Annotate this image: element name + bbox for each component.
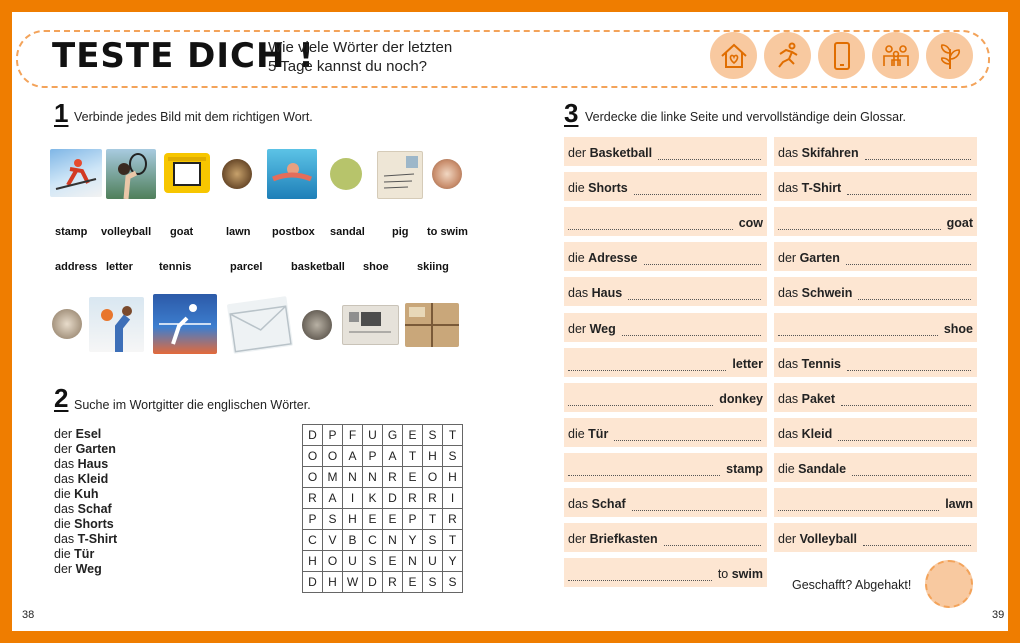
grid-cell[interactable]: R xyxy=(383,467,403,488)
glossary-entry[interactable] xyxy=(564,348,767,377)
vocab-item: der Garten xyxy=(54,442,116,456)
glossary-text: das Paket xyxy=(778,391,835,406)
grid-cell[interactable]: I xyxy=(343,488,363,509)
glossary-text: lawn xyxy=(945,497,973,511)
grid-row xyxy=(303,425,463,446)
parcel-picture xyxy=(405,303,459,347)
grid-row xyxy=(303,488,463,509)
glossary-entry[interactable] xyxy=(774,242,977,271)
glossary-text: letter xyxy=(732,356,763,371)
sandal-picture xyxy=(222,159,252,189)
vocab-item: das Schaf xyxy=(54,502,112,516)
grid-cell[interactable]: E xyxy=(383,551,403,572)
answer-line[interactable] xyxy=(568,229,733,230)
postbox-picture xyxy=(164,153,210,193)
glossary-entry[interactable] xyxy=(564,488,767,517)
vocab-item: die Kuh xyxy=(54,487,99,501)
word-label: parcel xyxy=(230,261,263,273)
grid-cell[interactable]: H xyxy=(443,467,463,488)
grid-row xyxy=(303,446,463,467)
glossary-text: die Shorts xyxy=(568,181,628,196)
section-1-instruction: Verbinde jedes Bild mit dem richtigen Wort. xyxy=(74,110,313,124)
grid-cell[interactable]: D xyxy=(303,572,323,593)
grid-cell[interactable]: Y xyxy=(403,530,423,551)
grid-cell[interactable]: H xyxy=(343,509,363,530)
grid-cell[interactable]: B xyxy=(343,530,363,551)
vocab-item: der Esel xyxy=(54,427,102,441)
word-label: stamp xyxy=(55,226,88,238)
skiing-picture xyxy=(50,149,102,197)
family-icon xyxy=(872,32,919,79)
volleyball-picture xyxy=(153,294,217,354)
glossary-entry[interactable] xyxy=(774,418,977,447)
pig-picture xyxy=(432,159,462,189)
word-label: shoe xyxy=(363,261,389,273)
done-checkbox[interactable] xyxy=(925,560,973,608)
grid-cell[interactable]: P xyxy=(363,446,383,467)
section-2-instruction: Suche im Wortgitter die englischen Wörter. xyxy=(74,398,311,412)
grid-cell[interactable]: E xyxy=(403,572,423,593)
grid-cell[interactable]: N xyxy=(403,551,423,572)
answer-line[interactable] xyxy=(865,159,971,160)
workbook-page xyxy=(12,12,1008,631)
word-label: sandal xyxy=(330,226,365,238)
grid-cell[interactable]: C xyxy=(303,530,323,551)
word-label: tennis xyxy=(159,261,192,273)
vocab-item: der Weg xyxy=(54,562,102,576)
section-2-number: 2 xyxy=(54,383,69,413)
answer-line[interactable] xyxy=(838,440,971,441)
grid-cell[interactable]: T xyxy=(443,425,463,446)
header-icons xyxy=(710,32,973,79)
grid-cell[interactable]: R xyxy=(443,509,463,530)
grid-cell[interactable]: H xyxy=(323,572,343,593)
grid-cell[interactable]: A xyxy=(343,446,363,467)
answer-line[interactable] xyxy=(778,335,938,336)
grid-cell[interactable]: S xyxy=(443,572,463,593)
grid-cell[interactable]: R xyxy=(303,488,323,509)
grid-cell[interactable]: I xyxy=(443,488,463,509)
grid-cell[interactable]: S xyxy=(323,509,343,530)
word-label: volleyball xyxy=(101,226,152,238)
stamp-picture xyxy=(342,305,399,345)
glossary-text: die Adresse xyxy=(568,251,638,266)
smartphone-icon xyxy=(818,32,865,79)
word-label: lawn xyxy=(226,226,251,238)
grid-cell[interactable]: P xyxy=(303,509,323,530)
vocab-item: das Haus xyxy=(54,457,109,471)
grid-cell[interactable]: N xyxy=(383,530,403,551)
glossary-text: der Volleyball xyxy=(778,532,857,547)
glossary-entry[interactable] xyxy=(774,488,977,517)
glossary-entry[interactable] xyxy=(774,137,977,166)
grid-cell[interactable]: S xyxy=(423,425,443,446)
grid-cell[interactable]: H xyxy=(303,551,323,572)
done-label: Geschafft? Abgehakt! xyxy=(792,578,912,592)
glossary-text: to swim xyxy=(717,567,763,582)
section-3-instruction: Verdecke die linke Seite und vervollständige dein Glossar. xyxy=(585,110,907,124)
grid-cell[interactable]: S xyxy=(423,572,443,593)
grid-cell[interactable]: U xyxy=(343,551,363,572)
grid-cell[interactable]: O xyxy=(423,467,443,488)
grid-cell[interactable]: N xyxy=(343,467,363,488)
grid-cell[interactable]: F xyxy=(343,425,363,446)
grid-cell[interactable]: G xyxy=(383,425,403,446)
glossary-entry[interactable] xyxy=(564,418,767,447)
grid-cell[interactable]: S xyxy=(363,551,383,572)
glossary-text: das Schwein xyxy=(778,286,853,301)
grid-cell[interactable]: R xyxy=(403,488,423,509)
glossary-text: das Haus xyxy=(568,286,623,301)
glossary-entry[interactable] xyxy=(564,242,767,271)
grid-cell[interactable]: W xyxy=(343,572,363,593)
page-number-right: 39 xyxy=(992,609,1005,621)
goat-picture xyxy=(52,309,82,339)
header-subtitle xyxy=(268,38,508,76)
grid-cell[interactable]: V xyxy=(323,530,343,551)
grid-cell[interactable]: R xyxy=(383,572,403,593)
lawn-picture xyxy=(330,158,362,190)
answer-line[interactable] xyxy=(841,405,971,406)
answer-line[interactable] xyxy=(778,510,939,511)
vocab-item: das T-Shirt xyxy=(54,532,118,546)
word-label: pig xyxy=(392,226,409,238)
word-label: basketball xyxy=(291,261,345,273)
answer-line[interactable] xyxy=(852,475,971,476)
glossary-entry[interactable] xyxy=(774,172,977,201)
answer-line[interactable] xyxy=(634,194,761,195)
grid-cell[interactable]: D xyxy=(383,488,403,509)
answer-line[interactable] xyxy=(858,299,971,300)
glossary-entry[interactable] xyxy=(564,313,767,342)
glossary-text: shoe xyxy=(943,321,973,336)
section-3-number: 3 xyxy=(564,98,579,128)
glossary-entry[interactable] xyxy=(774,383,977,412)
grid-cell[interactable]: S xyxy=(423,530,443,551)
answer-line[interactable] xyxy=(568,405,713,406)
answer-line[interactable] xyxy=(863,545,971,546)
grid-cell[interactable]: K xyxy=(363,488,383,509)
word-label: address xyxy=(55,261,98,273)
answer-line[interactable] xyxy=(778,229,941,230)
grid-cell[interactable]: E xyxy=(363,509,383,530)
answer-line[interactable] xyxy=(847,370,971,371)
donkey-picture xyxy=(302,310,332,340)
answer-line[interactable] xyxy=(632,510,761,511)
section-1-number: 1 xyxy=(54,98,69,128)
glossary-entry[interactable] xyxy=(564,453,767,482)
grid-cell[interactable]: E xyxy=(383,509,403,530)
vocab-item: die Tür xyxy=(54,547,95,561)
grid-cell[interactable]: O xyxy=(303,467,323,488)
glossary-text: der Basketball xyxy=(568,146,653,160)
glossary-entry[interactable] xyxy=(564,523,767,552)
word-search-grid xyxy=(302,424,463,593)
glossary-entry[interactable] xyxy=(564,277,767,306)
vocab-item: das Kleid xyxy=(54,472,109,486)
glossary-entry[interactable] xyxy=(564,383,767,412)
glossary-text: stamp xyxy=(726,461,763,476)
glossary-text: der Weg xyxy=(568,321,616,336)
grid-cell[interactable]: Y xyxy=(443,551,463,572)
grid-cell[interactable]: O xyxy=(303,446,323,467)
glossary-text: das Kleid xyxy=(778,426,833,441)
grid-row xyxy=(303,509,463,530)
grid-cell[interactable]: D xyxy=(363,572,383,593)
vocab-list xyxy=(54,427,117,577)
grid-row xyxy=(303,551,463,572)
word-label: postbox xyxy=(272,226,315,238)
glossary-text: das Tennis xyxy=(778,356,841,371)
grid-cell[interactable]: D xyxy=(303,425,323,446)
grid-row xyxy=(303,572,463,593)
glossary-entry[interactable] xyxy=(564,172,767,201)
word-label: skiing xyxy=(417,261,449,273)
glossary-text: der Briefkasten xyxy=(568,532,658,547)
answer-line[interactable] xyxy=(568,475,720,476)
glossary-text: das T-Shirt xyxy=(778,181,842,196)
grid-cell[interactable]: P xyxy=(403,509,423,530)
glossary-entry[interactable] xyxy=(564,137,767,166)
glossary-entry[interactable] xyxy=(774,277,977,306)
answer-line[interactable] xyxy=(622,335,761,336)
address-picture xyxy=(377,151,423,199)
grid-cell[interactable]: T xyxy=(423,509,443,530)
swimming-picture xyxy=(267,149,317,199)
answer-line[interactable] xyxy=(644,264,761,265)
glossary-entry[interactable] xyxy=(774,523,977,552)
grid-cell[interactable]: M xyxy=(323,467,343,488)
answer-line[interactable] xyxy=(614,440,761,441)
word-label: letter xyxy=(106,261,133,273)
answer-line[interactable] xyxy=(664,545,761,546)
grid-cell[interactable]: S xyxy=(443,446,463,467)
glossary-text: cow xyxy=(738,216,763,231)
grid-cell[interactable]: U xyxy=(363,425,383,446)
word-label: to swim xyxy=(427,226,468,238)
grid-cell[interactable]: H xyxy=(423,446,443,467)
letter-picture xyxy=(227,296,293,354)
answer-line[interactable] xyxy=(846,264,971,265)
glossary-entry[interactable] xyxy=(564,207,767,236)
grid-cell[interactable]: E xyxy=(403,467,423,488)
plant-icon xyxy=(926,32,973,79)
house-heart-icon xyxy=(710,32,757,79)
grid-cell[interactable]: U xyxy=(423,551,443,572)
grid-cell[interactable]: O xyxy=(323,446,343,467)
grid-cell[interactable]: T xyxy=(403,446,423,467)
grid-cell[interactable]: R xyxy=(423,488,443,509)
page-number-left: 38 xyxy=(22,609,35,621)
glossary-text: donkey xyxy=(719,391,763,406)
glossary-entry[interactable] xyxy=(564,558,767,587)
glossary-text: goat xyxy=(946,216,973,231)
answer-line[interactable] xyxy=(628,299,761,300)
basketball-picture xyxy=(89,297,144,352)
vocab-item: die Shorts xyxy=(54,517,114,531)
answer-line[interactable] xyxy=(568,580,712,581)
grid-cell[interactable]: T xyxy=(443,530,463,551)
tennis-picture xyxy=(106,149,156,199)
glossary-entry[interactable] xyxy=(774,348,977,377)
grid-cell[interactable]: E xyxy=(403,425,423,446)
grid-cell[interactable]: O xyxy=(323,551,343,572)
glossary-entry[interactable] xyxy=(774,207,977,236)
page-title: TESTE DICH ! xyxy=(52,36,315,76)
glossary-text: das Skifahren xyxy=(778,146,859,160)
glossary-text: das Schaf xyxy=(568,497,626,511)
grid-cell[interactable]: C xyxy=(363,530,383,551)
answer-line[interactable] xyxy=(658,159,761,160)
subtitle-line-1: Wie viele Wörter der letzten xyxy=(268,39,453,56)
glossary-entry[interactable] xyxy=(774,313,977,342)
grid-row xyxy=(303,467,463,488)
glossary-entry[interactable] xyxy=(774,453,977,482)
runner-icon xyxy=(764,32,811,79)
grid-cell[interactable]: P xyxy=(323,425,343,446)
glossary-text: die Tür xyxy=(568,426,609,441)
grid-row xyxy=(303,530,463,551)
glossary-text: der Garten xyxy=(778,251,840,266)
grid-cell[interactable]: N xyxy=(363,467,383,488)
subtitle-line-2: 5 Tage kannst du noch? xyxy=(268,58,428,75)
answer-line[interactable] xyxy=(847,194,971,195)
answer-line[interactable] xyxy=(568,370,726,371)
grid-cell[interactable]: A xyxy=(323,488,343,509)
grid-cell[interactable]: A xyxy=(383,446,403,467)
word-label: goat xyxy=(170,226,194,238)
glossary-text: die Sandale xyxy=(778,461,847,476)
